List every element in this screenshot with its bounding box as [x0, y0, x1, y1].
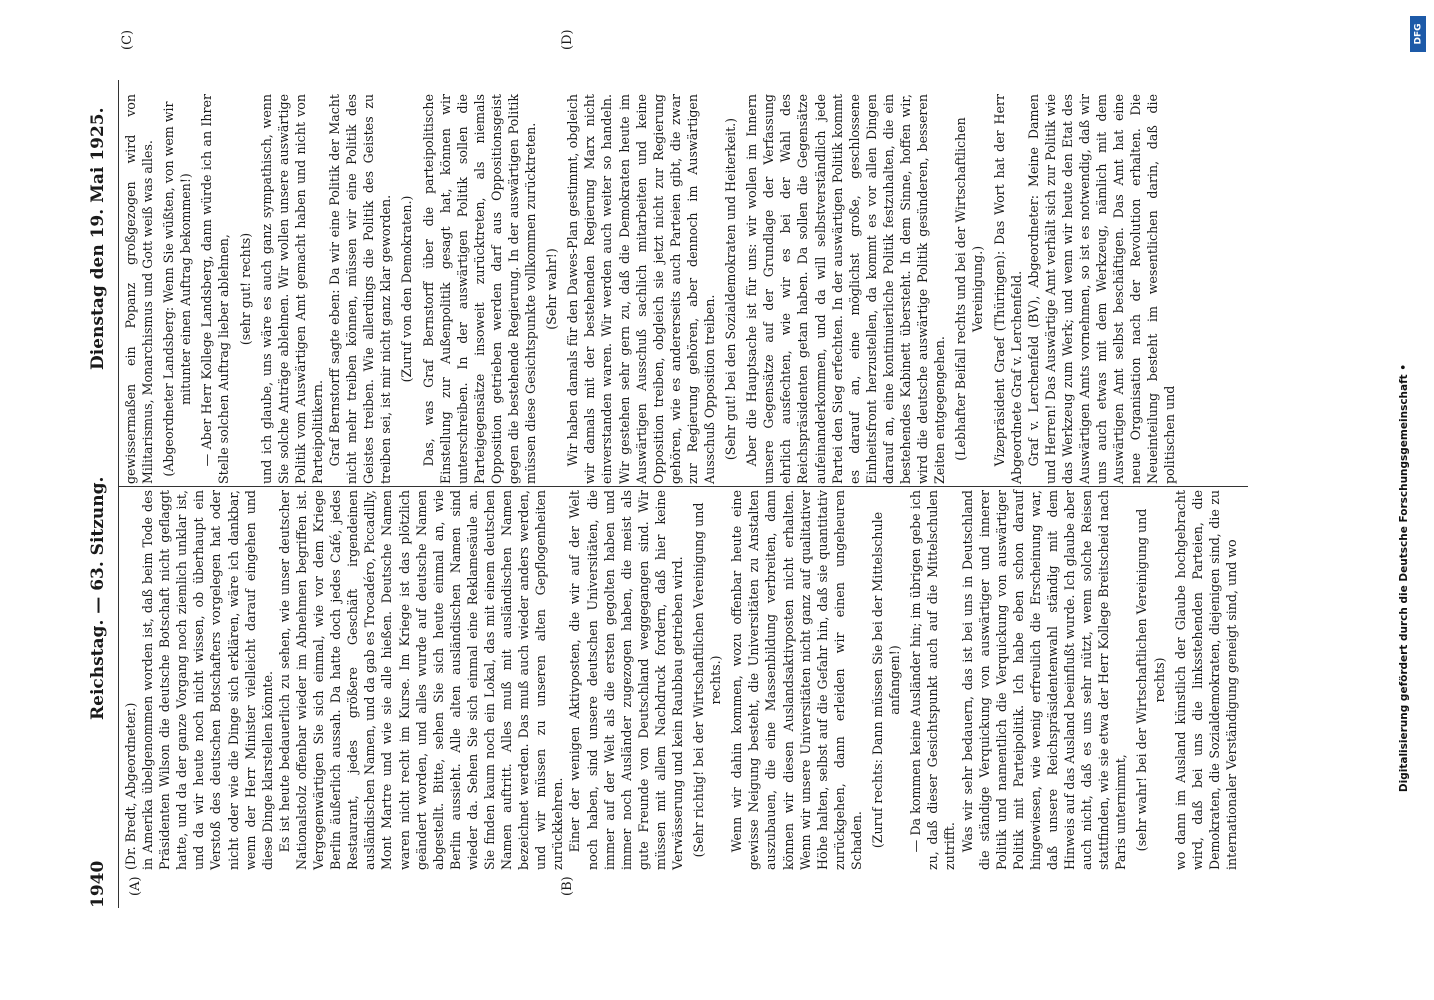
paragraph: Einer der wenigen Aktivposten, die wir auf der Welt noch haben, sind unsere deutschen Universitäten, die immer auf der Welt als die ersten gegolten haben und immer noch Ausländer zugezogen haben, die meist als gute Freunde von Deutschland weggegangen sind. Wir müssen mit allem Nachdruck fordern, daß hier keine Verwässerung und kein Raubbau getrieben wird. — [567, 490, 685, 870]
left-text-column — [122, 490, 1240, 870]
paragraph: Was wir sehr bedauern, das ist bei uns in Deutschland die ständige Verquickung von auswärtiger und innerer Politik und namentlich die Verquickung von auswärtiger Politik mit Parteipolitik. Ich habe eben schon darauf hingewiesen, wie wenig erfreulich die Erscheinung war, daß unsere Reichspräsidentenwahl ständig mit dem Hinweis auf das Ausland beeinflußt wurde. Ich glaube aber auch nicht, daß es uns sehr nützt, wenn solche Reisen stattfinden, wie sie etwa der Herr Kollege Breitscheid nach Paris unternimmt, — [959, 490, 1129, 870]
paragraph: Es ist heute bedauerlich zu sehen, wie unser deutscher Nationalstolz offenbar wieder im Abnehmen begriffen ist. Vergegenwärtigen Sie sich einmal, wie vor dem Kriege Berlin äußerlich aussah. Da hatte doch jedes Café, jedes Restaurant, jedes größere Geschäft irgendeinen ausländischen Namen, und da gab es Trocadéro, Piccadilly, Mont Martre und wie sie alle hießen. Deutsche Namen waren nicht recht im Kurse. Im Kriege ist das plötzlich geändert worden, und alles wurde auf deutsche Namen abgestellt. Bitte, sehen Sie sich heute einmal an, wie Berlin aussieht. Alle alten ausländischen Namen sind wieder da. Sehen Sie sich einmal eine Reklamesäule an. Sie finden kaum noch ein Lokal, das mit einem deutschen Namen auftritt. Alles muß mit ausländischen Namen bezeichnet werden. Das muß auch wieder anders werden, und wir müssen zu unseren alten Gepflogenheiten zurückkehren. — [276, 490, 566, 870]
paragraph: — Da kommen keine Ausländer hin; im übrigen gebe ich zu, daß dieser Gesichtspunkt auch auf die Mittelschulen zutrifft. — [908, 490, 958, 870]
header-rule — [118, 80, 119, 908]
date-title: Dienstag den 19. Mai 1925. — [88, 107, 108, 370]
paragraph: gewissermaßen ein Popanz großgezogen wird von Militarismus, Monarchismus und Gott weiß was alles. — [123, 94, 156, 484]
paragraph: Aber die Hauptsache ist für uns: wir wollen im Innern unsere Gegensätze auf der Grundlage der Verfassung ehrlich ausfechten, wie wir es bei der Wahl des Reichspräsidenten getan haben. Da sollen die Gegensätze aufeinanderkommen, und da will selbstverständlich jede Partei den Sieg erfechten. In der auswärtigen Politik kommt es darauf an, eine möglichst große, geschlossene Einheitsfront herzustellen, da kommt es vor allen Dingen darauf an, eine kontinuierliche Politik festzuhalten, die ein bestehendes Kabinett übersteht. In dem Sinne, hoffen wir, wird die deutsche auswärtige Politik gesünderen, besseren Zeiten entgegengehen. — [744, 94, 948, 484]
paragraph: in Amerika übelgenommen worden ist, daß beim Tode des Präsidenten Wilson die deutsche Botschaft nicht geflaggt hatte, und da der ganze Vorgang noch ziemlich unklar ist, und da wir heute noch nicht wissen, ob überhaupt ein Verstoß des deutschen Botschafters vorgelegen hat oder nicht oder wie die Dinge sich erklären, wäre ich dankbar, wenn der Herr Minister vielleicht darauf eingehen und diese Dinge klarstellen könnte. — [140, 490, 275, 870]
interjection: (Zuruf rechts: Dann müssen Sie bei der Mittelschule anfangen!) — [870, 511, 903, 849]
paragraph: Wenn wir dahin kommen, wozu offenbar heute eine gewisse Neigung besteht, die Universitäten zu Anstalten auszubauen, die eine Massenbildung verbreiten, dann können wir diesen Auslandsaktivposten nicht erhalten. Wenn wir unsere Universitäten nicht ganz auf qualitativer Höhe halten, selbst auf die Gefahr hin, daß sie quantitativ zurückgehen, dann erleiden wir einen ungeheuren Schaden. — [729, 490, 864, 870]
interjection: (Lebhafter Beifall rechts und bei der Wirtschaftlichen Vereinigung.) — [953, 117, 986, 461]
digitization-sidebar — [1398, 8, 1428, 992]
digitization-credit: Digitalisierung gefördert durch die Deutsche Forschungsgemeinschaft • — [1398, 363, 1410, 793]
interjection: (sehr gut! rechts) — [237, 232, 253, 346]
paragraph: Wir haben damals für den Dawes-Plan gestimmt, obgleich wir damals mit der bestehenden Regierung Marx nicht einverstanden waren. Wir werden auch weiter so handeln. Wir gestehen sehr gern zu, daß die Demokraten heute im Auswärtigen Ausschuß sachlich mitarbeiten und keine Opposition treiben, obgleich sie jetzt nicht zur Regierung gehören, wie es andererseits auch Parteien gibt, die zwar zur Regierung gehören, aber dennoch im Auswärtigen Ausschuß Opposition treiben. — [565, 94, 717, 484]
paragraph: wo dann im Ausland künstlich der Glaube hochgebracht wird, daß bei uns die linksstehenden Parteien, die Demokraten, die Sozialdemokraten, diejenigen sind, die zu internationaler Verständigung geneigt sind, und wo — [1172, 490, 1239, 870]
interjection: (Sehr wahr!) — [544, 248, 560, 330]
paragraph: und ich glaube, uns wäre es auch ganz sympathisch, wenn Sie solche Anträge ablehnen. Wir wollen unsere auswärtige Politik vom Auswärtigen Amt gemacht haben und nicht von Parteipolitikern. — [258, 94, 325, 484]
right-text-column — [122, 94, 1179, 484]
margin-marker-c: (C) — [120, 29, 135, 50]
margin-marker-d: (D) — [560, 29, 575, 50]
column-divider — [118, 486, 1248, 487]
interjection: (Sehr richtig! bei der Wirtschaftlichen Vereinigung und rechts.) — [691, 502, 724, 858]
paragraph: Das, was Graf Bernstorff über die parteipolitische Einstellung zur Außenpolitik gesagt hat, können wir unterschreiben. In der auswärtigen Politik sollen die Parteigegensätze insoweit zurücktreten, als niemals Opposition getrieben werden darf aus Oppositionsgeist gegen die bestehende Regierung. In der auswärtigen Politik müssen diese Gesichtspunkte vollkommen zurücktreten. — [420, 94, 539, 484]
dfg-logo: DFG — [1410, 16, 1426, 52]
paragraph: Graf Bernstorff sagte eben: Da wir eine Politik der Macht nicht mehr treiben können, müssen wir eine Politik des Geistes treiben. Wie allerdings die Politik des Geistes zu treiben sei, ist mir nicht ganz klar geworden. — [327, 94, 394, 484]
interjection: (Sehr gut! bei den Sozialdemokraten und Heiterkeit.) — [723, 117, 739, 461]
margin-marker-b: (B) — [560, 876, 575, 896]
page-header — [88, 70, 118, 930]
paragraph: Graf v. Lerchenfeld (BV), Abgeordneter: Meine Damen und Herren! Das Auswärtige Amt verhält sich zur Politik wie das Werkzeug zum Werk; und wenn wir heute den Etat des Auswärtigen Amts vornehmen, so ist es notwendig, daß wir uns auch etwas mit dem Werkzeug, nämlich mit dem Auswärtigen Amt selbst beschäftigen. Das Amt hat eine neue Organisation nach der Revolution erhalten. Die Neueinteilung besteht im wesentlichen darin, daß die politischen und — [1025, 94, 1178, 484]
margin-marker-a: (A) — [128, 876, 143, 896]
paragraph: (Dr. Bredt, Abgeordneter.) — [123, 702, 138, 870]
interjection: (Zuruf von den Demokraten.) — [399, 195, 415, 383]
interjection: (sehr wahr! bei der Wirtschaftlichen Vereinigung und rechts) — [1134, 508, 1167, 852]
paragraph: Vizepräsident Graef (Thüringen): Das Wort hat der Herr Abgeordnete Graf v. Lerchenfeld. — [991, 94, 1024, 484]
page-number: 1940 — [88, 860, 108, 908]
interjection: (Abgeordneter Landsberg: Wenn Sie wüßten, von wem wir mitunter einen Auftrag bekommen!) — [161, 101, 194, 477]
session-title: Reichstag. — 63. Sitzung. — [88, 476, 108, 720]
paragraph: — Aber Herr Kollege Landsberg, dann würde ich an Ihrer Stelle solchen Auftrag lieber ablehnen, — [199, 94, 232, 484]
